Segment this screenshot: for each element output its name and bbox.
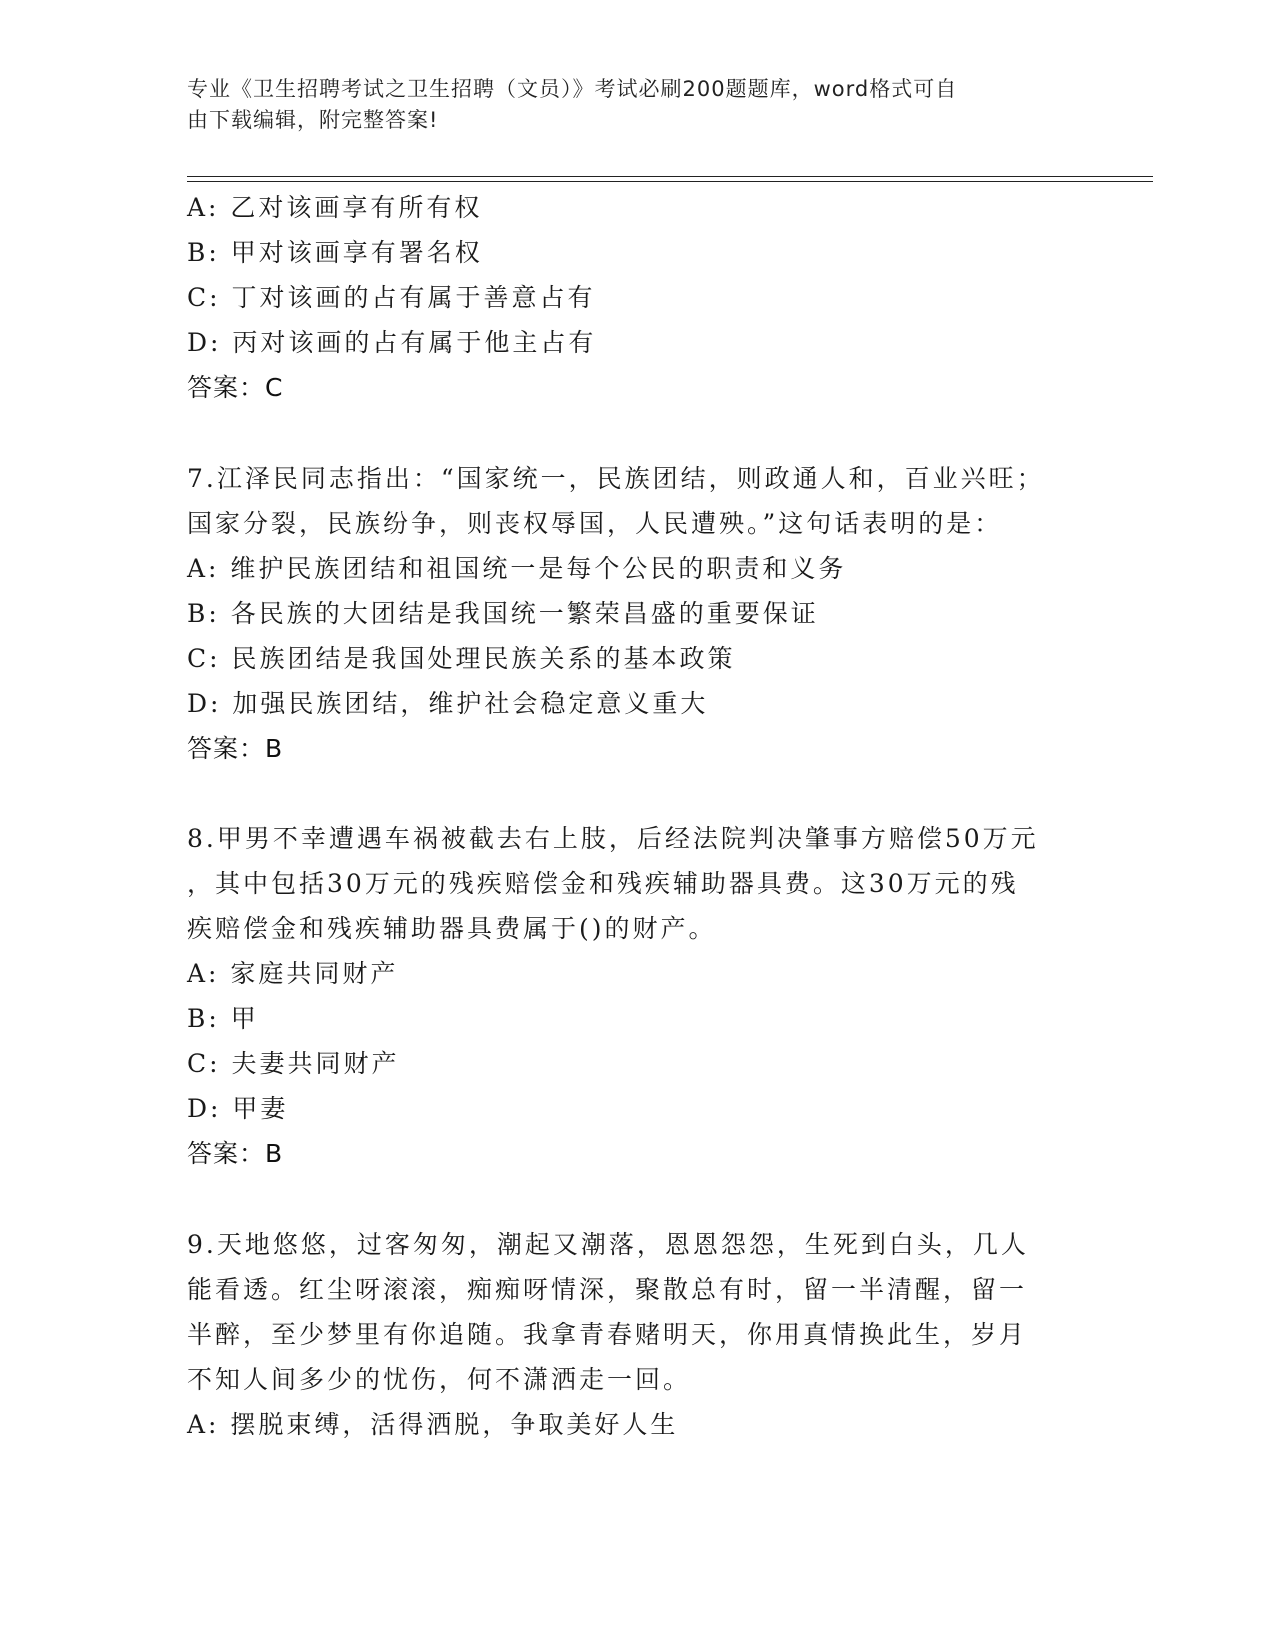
q9-stem-line-4: 不知人间多少的忧伤，何不潇洒走一回。 <box>187 1365 692 1394</box>
q8-option-b: B: 甲 <box>187 1004 259 1033</box>
q8-stem-line-3: 疾赔偿金和残疾辅助器具费属于()的财产。 <box>187 914 717 943</box>
q7-option-b: B: 各民族的大团结是我国统一繁荣昌盛的重要保证 <box>187 599 819 628</box>
q8-option-d: D: 甲妻 <box>187 1094 289 1123</box>
q6-option-c: C: 丁对该画的占有属于善意占有 <box>187 283 596 312</box>
q8-stem-line-1: 8.甲男不幸遭遇车祸被截去右上肢，后经法院判决肇事方赔偿50万元 <box>187 824 1039 853</box>
q7-option-a: A: 维护民族团结和祖国统一是每个公民的职责和义务 <box>187 554 847 583</box>
q9-stem-line-1: 9.天地悠悠，过客匆匆，潮起又潮落，恩恩怨怨，生死到白头，几人 <box>187 1230 1029 1259</box>
header-line-2: 由下载编辑，附完整答案! <box>187 108 439 132</box>
q6-option-b: B: 甲对该画享有署名权 <box>187 238 483 267</box>
q7-stem-line-1: 7.江泽民同志指出：“国家统一，民族团结，则政通人和，百业兴旺； <box>187 464 1045 493</box>
q8-answer: 答案：B <box>187 1139 284 1168</box>
header-line-1: 专业《卫生招聘考试之卫生招聘（文员）》考试必刷200题题库，word格式可自 <box>187 77 958 101</box>
q7-stem-line-2: 国家分裂，民族纷争，则丧权辱国，人民遭殃。”这句话表明的是： <box>187 509 1003 538</box>
header-divider-bottom <box>187 181 1153 182</box>
q8-option-c: C: 夫妻共同财产 <box>187 1049 400 1078</box>
q7-answer: 答案：B <box>187 734 284 763</box>
q6-answer: 答案：C <box>187 373 284 402</box>
header-divider-top <box>187 176 1153 177</box>
q9-option-a: A: 摆脱束缚，活得洒脱，争取美好人生 <box>187 1410 679 1439</box>
q6-option-d: D: 丙对该画的占有属于他主占有 <box>187 328 597 357</box>
q7-option-d: D: 加强民族团结，维护社会稳定意义重大 <box>187 689 709 718</box>
q6-option-a: A: 乙对该画享有所有权 <box>187 193 483 222</box>
q9-stem-line-3: 半醉，至少梦里有你追随。我拿青春赌明天，你用真情换此生，岁月 <box>187 1320 1028 1349</box>
q9-stem-line-2: 能看透。红尘呀滚滚，痴痴呀情深，聚散总有时，留一半清醒，留一 <box>187 1275 1028 1304</box>
q7-option-c: C: 民族团结是我国处理民族关系的基本政策 <box>187 644 736 673</box>
q8-stem-line-2: ，其中包括30万元的残疾赔偿金和残疾辅助器具费。这30万元的残 <box>187 869 1019 898</box>
q8-option-a: A: 家庭共同财产 <box>187 959 399 988</box>
document-header <box>187 74 1067 136</box>
